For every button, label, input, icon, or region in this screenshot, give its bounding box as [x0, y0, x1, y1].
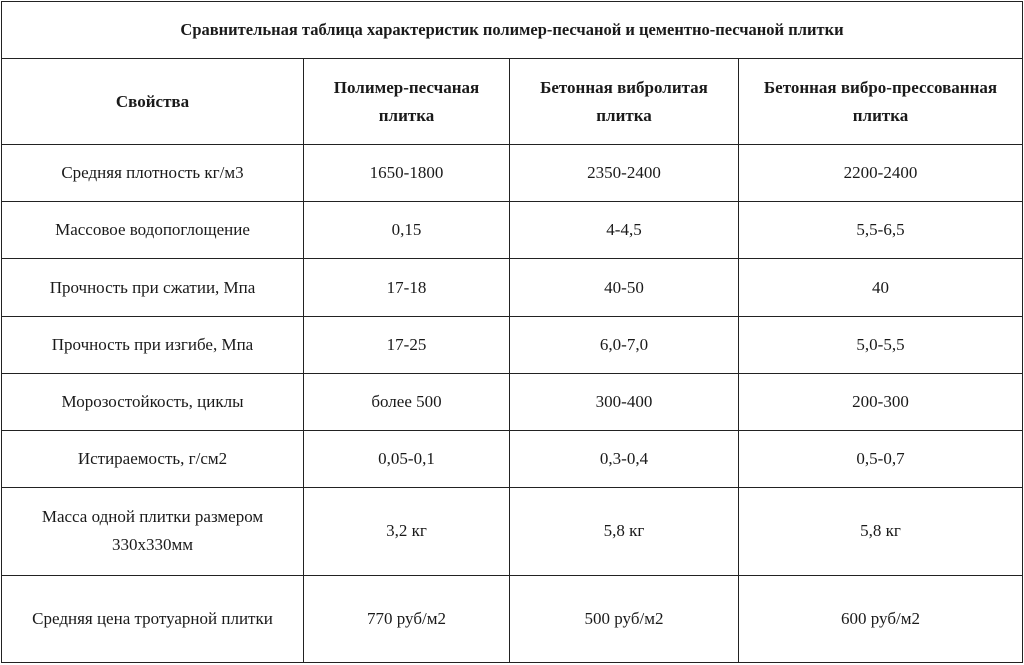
vibrocast-cell: 40-50: [510, 259, 739, 316]
property-cell: Средняя цена тротуарной плитки: [2, 575, 304, 662]
vibrocast-cell: 6,0-7,0: [510, 316, 739, 373]
polymer-sand-cell: 0,15: [304, 202, 510, 259]
table-caption-row: [2, 2, 1023, 59]
vibropressed-cell: 5,5-6,5: [739, 202, 1023, 259]
table-header-row: [2, 59, 1023, 145]
property-cell: Истираемость, г/см2: [2, 431, 304, 488]
header-vibrocast: Бетонная вибролитая плитка: [510, 59, 739, 145]
header-vibropressed: Бетонная вибро-прессованная плитка: [739, 59, 1023, 145]
polymer-sand-cell: 770 руб/м2: [304, 575, 510, 662]
vibropressed-cell: 0,5-0,7: [739, 431, 1023, 488]
vibrocast-cell: 5,8 кг: [510, 488, 739, 575]
property-cell: Прочность при изгибе, Мпа: [2, 316, 304, 373]
vibropressed-cell: 2200-2400: [739, 145, 1023, 202]
table-row: [2, 575, 1023, 662]
vibrocast-cell: 4-4,5: [510, 202, 739, 259]
property-cell: Средняя плотность кг/м3: [2, 145, 304, 202]
vibrocast-cell: 0,3-0,4: [510, 431, 739, 488]
polymer-sand-cell: 0,05-0,1: [304, 431, 510, 488]
table-row: [2, 259, 1023, 316]
polymer-sand-cell: 1650-1800: [304, 145, 510, 202]
table-row: [2, 373, 1023, 430]
table-row: [2, 316, 1023, 373]
comparison-table: [1, 1, 1023, 663]
vibropressed-cell: 5,0-5,5: [739, 316, 1023, 373]
vibropressed-cell: 5,8 кг: [739, 488, 1023, 575]
polymer-sand-cell: 17-18: [304, 259, 510, 316]
header-polymer-sand: Полимер-песчаная плитка: [304, 59, 510, 145]
vibropressed-cell: 200-300: [739, 373, 1023, 430]
property-cell: Морозостойкость, циклы: [2, 373, 304, 430]
property-cell: Масса одной плитки размером 330х330мм: [2, 488, 304, 575]
property-cell: Массовое водопоглощение: [2, 202, 304, 259]
vibropressed-cell: 600 руб/м2: [739, 575, 1023, 662]
polymer-sand-cell: 17-25: [304, 316, 510, 373]
vibrocast-cell: 500 руб/м2: [510, 575, 739, 662]
vibropressed-cell: 40: [739, 259, 1023, 316]
polymer-sand-cell: 3,2 кг: [304, 488, 510, 575]
table-title: Сравнительная таблица характеристик полимер-песчаной и цементно-песчаной плитки: [2, 2, 1023, 59]
header-properties: Свойства: [2, 59, 304, 145]
polymer-sand-cell: более 500: [304, 373, 510, 430]
table-row: [2, 202, 1023, 259]
property-cell: Прочность при сжатии, Мпа: [2, 259, 304, 316]
table-row: [2, 431, 1023, 488]
vibrocast-cell: 2350-2400: [510, 145, 739, 202]
vibrocast-cell: 300-400: [510, 373, 739, 430]
table-row: [2, 145, 1023, 202]
table-row: [2, 488, 1023, 575]
